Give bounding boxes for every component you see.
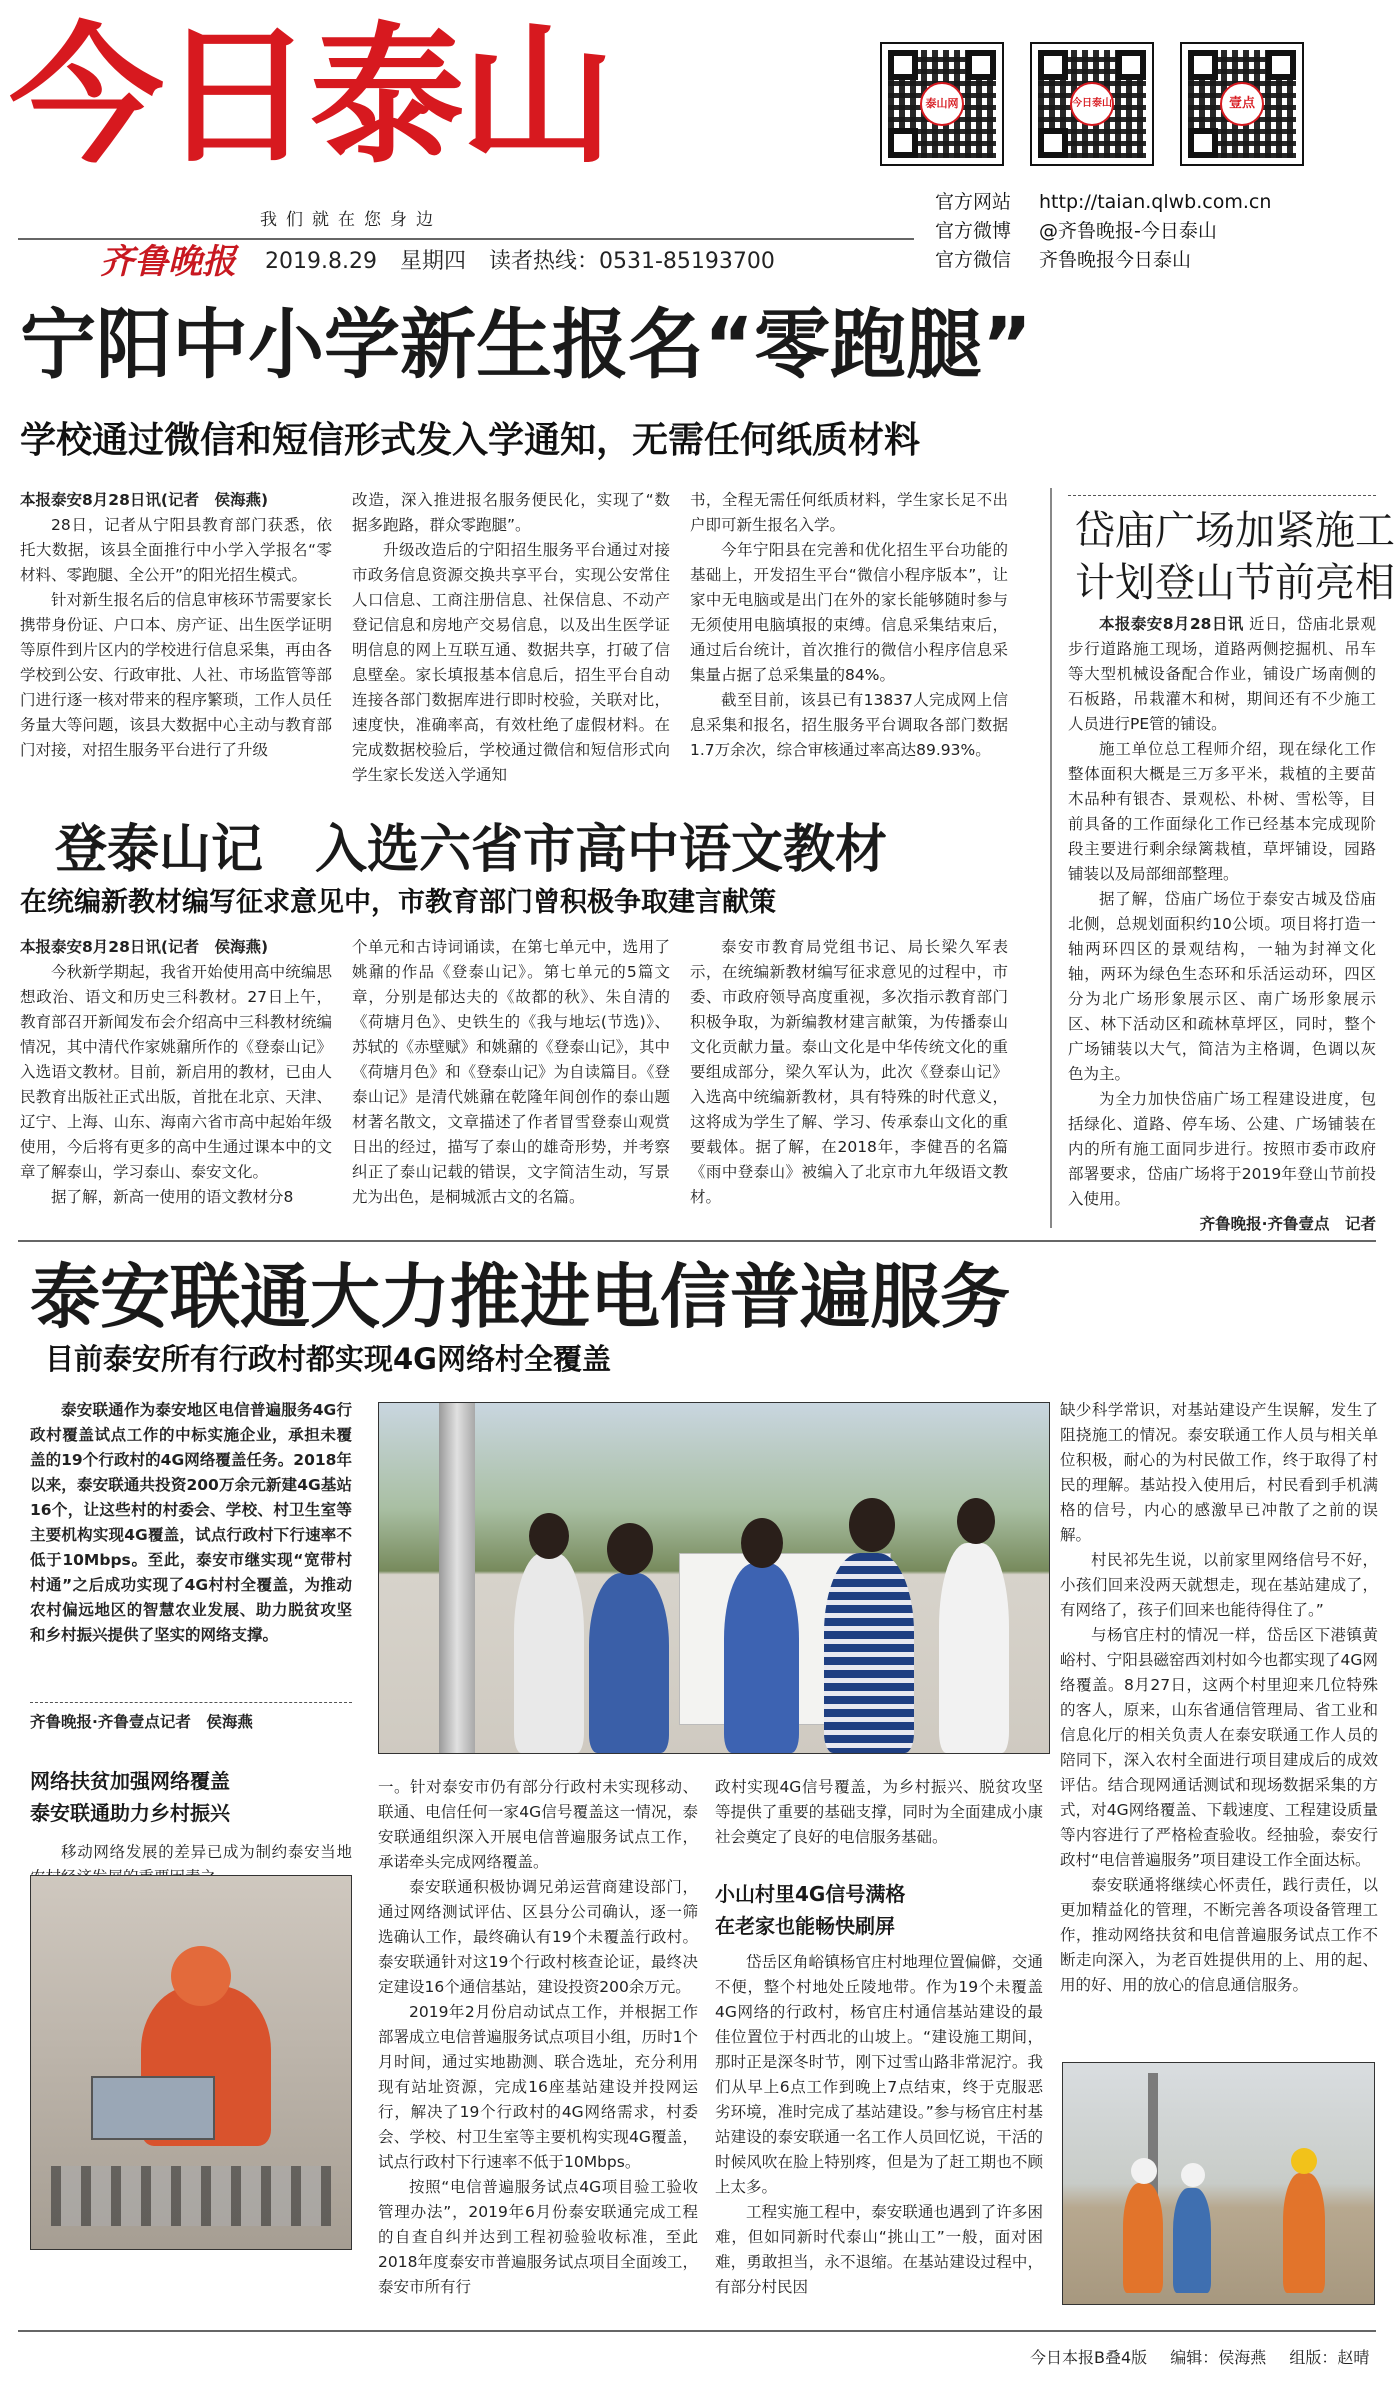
official-weibo[interactable]: 官方微博 @齐鲁晚报-今日泰山 bbox=[935, 220, 1217, 242]
layout-editor: 组版：赵晴 bbox=[1289, 2348, 1370, 2367]
story2-title: 登泰山记 入选六省市高中语文教材 bbox=[55, 820, 888, 880]
qr-badge: 泰山网 bbox=[920, 82, 964, 126]
story2-col1: 本报泰安8月28日讯(记者 侯海燕) 今秋新学期起，我省开始使用高中统编思想政治、语文和历史三科教材。27日上午，教育部召开新闻发布会介绍高中三科教材统编情况，其中清代作家姚鼐所作的《登泰山记》入选语文教材。目前，新启用的教材，已由人民教育出版社正式出版，首批在北京、天津、辽宁、上海、山东、海南六省市高中起始年级使用，今后将有更多的高中生通过课本中的文章了解泰山，学习泰山、泰安文化。 据了解，新高一使用的语文教材分8 bbox=[20, 938, 332, 1206]
story3-sub1: 网络扶贫加强网络覆盖 泰安联通助力乡村振兴 bbox=[30, 1769, 230, 1825]
story1-col2: 改造，深入推进报名服务便民化，实现了“数据多跑路，群众零跑腿”。 升级改造后的宁阳招生服务平台通过对接市政务信息资源交换共享平台，实现公安常住人口信息、工商注册信息、社保信息、不动产登记信息和房地产交易信息，以及出生医学证明信息的网上互联互通、数据共享，打破了信息壁垒。家长填报基本信息后，招生平台自动连接各部门数据库进行即时校验，关联对比，速度快，准确率高，有效杜绝了虚假材料。在完成数据校验后，学校通过微信和短信形式向学生家长发送入学通知 bbox=[352, 491, 670, 784]
hotline: 读者热线：0531-85193700 bbox=[488, 249, 775, 274]
story1-col1: 本报泰安8月28日讯(记者 侯海燕) 28日，记者从宁阳县教育部门获悉，依托大数据，该县全面推行中小学入学报名“零材料、零跑腿、全公开”的阳光招生模式。 针对新生报名后的信息审核环节需要家长携带身份证、户口本、房产证、出生医学证明等原件到片区内的学校进行信息采集，再由各学校到公安、行政审批、人社、市场监管等部门进行逐一核对带来的程序繁琐，工作人员任务量大等问题，该县大数据中心主动与教育部门对接，对招生服务平台进行了升级 bbox=[20, 491, 332, 759]
side-title: 岱庙广场加紧施工 计划登山节前亮相 bbox=[1075, 508, 1395, 606]
qr-badge: 今日泰山 bbox=[1070, 82, 1114, 126]
story3-sub2: 小山村里4G信号满格 在老家也能畅快刷屏 bbox=[715, 1882, 906, 1938]
brand-name: 齐鲁晚报 bbox=[100, 242, 236, 282]
story3-title: 泰安联通大力推进电信普遍服务 bbox=[30, 1256, 1010, 1338]
story3-colB: 政村实现4G信号覆盖，为乡村振兴、脱贫攻坚等提供了重要的基础支撑，同时为全面建成小康社会奠定了良好的电信服务基础。 bbox=[715, 1778, 1043, 1846]
story3-byline: 齐鲁晚报·齐鲁壹点记者 侯海燕 bbox=[30, 1713, 253, 1731]
story2-subtitle: 在统编新教材编写征求意见中，市教育部门曾积极争取建言献策 bbox=[20, 887, 776, 918]
section-rule bbox=[18, 1240, 1376, 1242]
news-photo-tower bbox=[1062, 2062, 1375, 2305]
story1-title: 宁阳中小学新生报名“零跑腿” bbox=[20, 300, 1032, 389]
side-body: 本报泰安8月28日讯 近日，岱庙北景观步行道路施工现场，道路两侧挖掘机、吊车等大型机械设备配合作业，铺设广场南侧的石板路，吊栽灌木和树，期间还有不少施工人员进行PE管的铺设。 施工单位总工程师介绍，现在绿化工作整体面积大概是三万多平米，栽植的主要苗木品种有银杏、景观松、朴树、雪松等，目前具备的工作面绿化工作已经基本完成现阶段主要进行剩余绿篱栽植，草坪铺设，园路铺装以及局部细部整理。 据了解，岱庙广场位于泰安古城及岱庙北侧，总规划面积约10公顷。项目将打造一轴两环四区的景观结构，一轴为封禅文化轴，两环为绿色生态环和乐活运动环，四区分为北广场形象展示区、南广场形象展示区、林下活动区和疏林草坪区，同时，整个广场铺装以大气，简洁为主格调，色调以灰色为主。 为全力加快岱庙广场工程建设进度，包括绿化、道路、停车场、公建、广场铺装在内的所有施工面同步进行。按照市委市政府部署要求，岱庙广场将于2019年登山节前投入使用。 齐鲁晚报·齐鲁壹点 记者 bbox=[1068, 612, 1376, 1237]
qr-badge: 壹点 bbox=[1220, 82, 1264, 126]
qr-code[interactable] bbox=[1030, 42, 1154, 166]
story2-col3: 泰安市教育局党组书记、局长梁久军表示，在统编新教材编写征求意见的过程中，市委、市政府领导高度重视，多次指示教育部门积极争取，为新编教材建言献策，为传播泰山文化贡献力量。泰山文化是中华传统文化的重要组成部分，梁久军认为，此次《登泰山记》入选高中统编新教材，具有特殊的时代意义，这将成为学生了解、学习、传承泰山文化的重要载体。据了解，在2018年，李健吾的名篇《雨中登泰山》被编入了北京市九年级语文教材。 bbox=[690, 938, 1008, 1206]
page-label: 今日本报B叠4版 bbox=[1030, 2348, 1148, 2367]
footer-rule bbox=[18, 2330, 1376, 2332]
masthead-rule bbox=[18, 238, 914, 240]
date: 2019.8.29 bbox=[265, 249, 377, 274]
footer bbox=[1030, 2345, 1369, 2368]
masthead-logo: 今日泰山 bbox=[9, 10, 611, 184]
story3-subtitle: 目前泰安所有行政村都实现4G网络村全覆盖 bbox=[45, 1342, 611, 1376]
story3-sub1-text: 移动网络发展的差异已成为制约泰安当地 bbox=[61, 1843, 352, 1861]
qr-code[interactable] bbox=[1180, 42, 1304, 166]
story1-subtitle: 学校通过微信和短信形式发入学通知，无需任何纸质材料 bbox=[20, 420, 921, 461]
side-divider bbox=[1050, 488, 1052, 1228]
side-byline: 齐鲁晚报·齐鲁壹点 记者 bbox=[1199, 1215, 1376, 1233]
story3-colC: 缺少科学常识，对基站建设产生误解，发生了阻挠施工的情况。泰安联通工作人员与相关单位积极，耐心的为村民做工作，终于取得了村民的理解。基站投入使用后，村民看到手机满格的信号，内心的感激早已冲散了之前的误解。 村民祁先生说，以前家里网络信号不好，小孩们回来没两天就想走，现在基站建成了，有网络了，孩子们回来也能待得住了。” 与杨官庄村的情况一样，岱岳区下港镇黄峪村、宁阳县磁窑西刘村如今也都实现了4G网络覆盖。8月27日，这两个村里迎来几位特殊的客人，原来，山东省通信管理局、省工业和信息化厅的相关负责人在泰安联通工作人员的陪同下，深入农村全面进行项目建成后的成效评估。结合现网通话测试和现场数据采集的方式，对4G网络覆盖、下载速度、工程建设质量等内容进行了严格检查验收。经抽验，泰安行政村“电信普遍服务”项目建设工作全面达标。 泰安联通将继续心怀责任，践行责任，以更加精益化的管理，不断完善各项设备管理工作，推动网络扶贫和电信普遍服务试点工作不断走向深入，为老百姓提供用的上、用的起、用的好、用的放心的信息通信服务。 bbox=[1060, 1401, 1378, 1994]
story3-intro: 泰安联通作为泰安地区电信普遍服务4G行政村覆盖试点工作的中标实施企业，承担未覆盖的19个行政村的4G网络覆盖任务。2018年以来，泰安联通共投资200万余元新建4G基站16个，让这些村的村委会、学校、村卫生室等主要机构实现4G覆盖，试点行政村下行速率不低于10Mbps。至此，泰安市继实现“宽带村村通”之后成功实现了4G村村全覆盖，为推动农村偏远地区的智慧农业发展、助力脱贫攻坚和乡村振兴提供了坚实的网络支撑。 bbox=[30, 1401, 352, 1644]
story3-colB-body: 岱岳区角峪镇杨官庄村地理位置偏僻，交通不便，整个村地处丘陵地带。作为19个未覆盖4G网络的行政村，杨官庄村通信基站建设的最佳位置位于村西北的山坡上。“建设施工期间，那时正是深冬时节，刚下过雪山路非常泥泞。我们从早上6点工作到晚上7点结束，终于克服恶劣环境，准时完成了基站建设。”参与杨官庄村基站建设的泰安联通一名工作人员回忆说，干活的时候风吹在脸上特别疼，但是为了赶工期也不顾上太多。 工程实施工程中，泰安联通也遇到了许多困难，但如同新时代泰山“挑山工”一般，面对困难，勇敢担当，永不退缩。在基站建设过程中，有部分村民因 bbox=[715, 1953, 1043, 2296]
qr-code[interactable] bbox=[880, 42, 1004, 166]
weekday: 星期四 bbox=[399, 249, 466, 274]
date-line bbox=[265, 244, 791, 275]
intro-rule bbox=[30, 1702, 352, 1703]
official-wechat[interactable]: 官方微信 齐鲁晚报今日泰山 bbox=[935, 249, 1192, 271]
editor: 编辑：侯海燕 bbox=[1170, 2348, 1267, 2367]
story2-col2: 个单元和古诗词诵读，在第七单元中，选用了姚鼐的作品《登泰山记》。第七单元的5篇文章，分别是郁达夫的《故都的秋》、朱自清的《荷塘月色》、史铁生的《我与地坛(节选)》、苏轼的《赤壁赋》和姚鼐的《登泰山记》，其中《荷塘月色》和《登泰山记》为自读篇目。《登泰山记》是清代姚鼐在乾隆年间创作的泰山题材著名散文，文章描述了作者冒雪登泰山观赏日出的经过，描写了泰山的雄奇形势，并考察纠正了泰山记载的错误，文字简洁生动，写景尤为出色，是桐城派古文的名篇。 bbox=[352, 938, 670, 1206]
news-photo-worker bbox=[30, 1875, 352, 2250]
official-website[interactable]: 官方网站 http://taian.qlwb.com.cn bbox=[935, 191, 1272, 213]
official-channels bbox=[935, 188, 1271, 275]
slogan: 我们就在您身边 bbox=[260, 210, 442, 230]
story3-colA: 一。针对泰安市仍有部分行政村未实现移动、联通、电信任何一家4G信号覆盖这一情况，泰安联通组织深入开展电信普遍服务试点工作，承诺牵头完成网络覆盖。 泰安联通积极协调兄弟运营商建设部门，通过网络测试评估、区县分公司确认，逐一筛选确认工作，最终确认有19个未覆盖行政村。泰安联通针对这19个行政村核查论证，最终决定建设16个通信基站，建设投资200余万元。 2019年2月份启动试点工作，并根据工作部署成立电信普遍服务试点项目小组，历时1个月时间，通过实地勘测、联合选址，充分利用现有站址资源，完成16座基站建设并投网运行，解决了19个行政村的4G网络需求，村委会、学校、村卫生室等主要机构实现4G覆盖，试点行政村下行速率不低于10Mbps。 按照“电信普遍服务试点4G项目验工验收管理办法”，2019年6月份泰安联通完成工程的自查自纠并达到工程初验验收标准，至此2018年度泰安市普遍服务试点项目全面竣工，泰安市所有行 bbox=[378, 1778, 698, 2296]
story1-col3: 书，全程无需任何纸质材料，学生家长足不出户即可新生报名入学。 今年宁阳县在完善和优化招生平台功能的基础上，开发招生平台“微信小程序版本”，让家中无电脑或是出门在外的家长能够随时参与无须使用电脑填报的束缚。信息采集结束后，通过后台统计，首次推行的微信小程序信息采集量占据了总采集量的84%。 截至目前，该县已有13837人完成网上信息采集和报名，招生服务平台调取各部门数据1.7万余次，综合审核通过率高达89.93%。 bbox=[690, 491, 1008, 759]
news-photo-officials bbox=[378, 1402, 1050, 1754]
side-rule bbox=[1068, 495, 1376, 496]
